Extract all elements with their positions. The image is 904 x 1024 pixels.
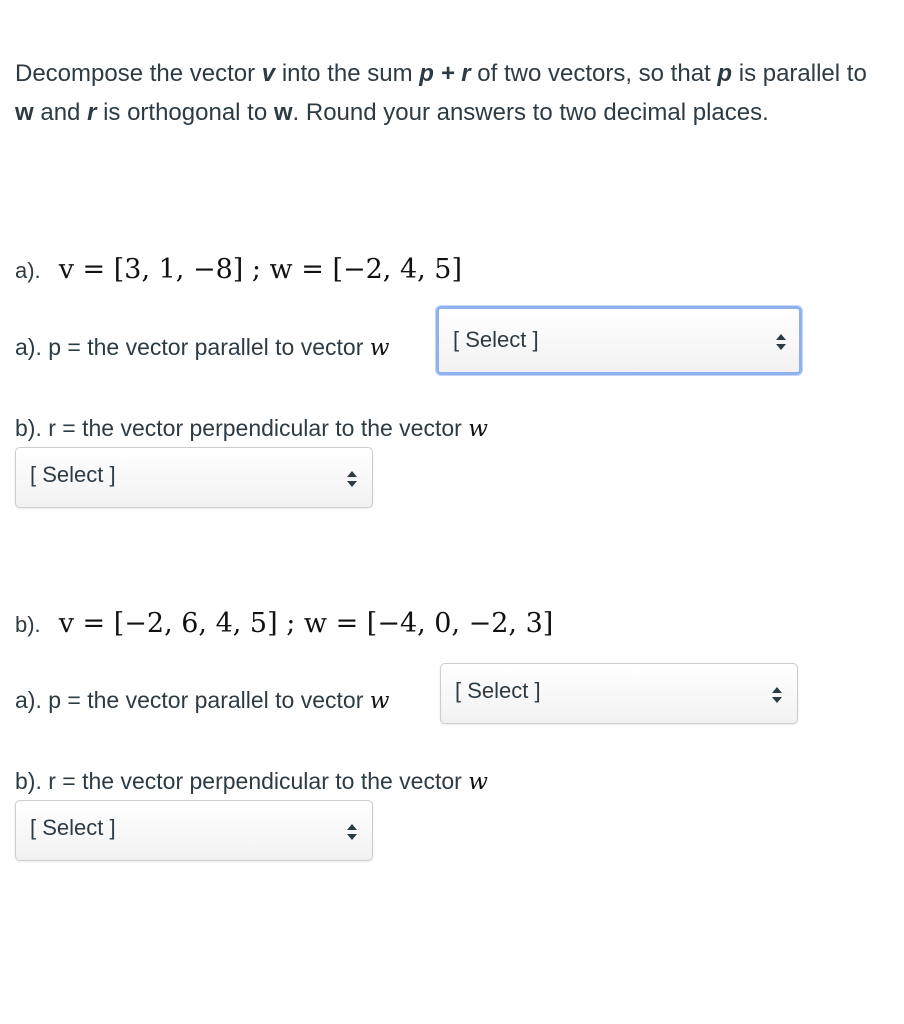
up-down-arrows-icon (346, 823, 358, 839)
select-placeholder: [ Select ] (30, 462, 116, 487)
problem-a-parallel-select[interactable] (436, 306, 802, 375)
problem-b-statement (15, 608, 553, 641)
prompt-text: of two vectors, so that (470, 60, 718, 87)
vector-p-symbol: p (717, 60, 733, 87)
vector-w-symbol: w (15, 99, 34, 126)
vector-w-symbol: w (468, 416, 488, 442)
problem-a-perp-label (15, 413, 488, 444)
problem-b-perp-label (15, 766, 488, 797)
vector-w-symbol: w (369, 688, 390, 714)
question-prompt (15, 54, 885, 132)
question-text: b). r = the vector perpendicular to the vector (15, 768, 469, 794)
select-placeholder: [ Select ] (30, 815, 116, 840)
question-text: a). p = the vector parallel to vector (15, 687, 370, 713)
vector-r-symbol: r (461, 60, 471, 87)
plus-symbol: + (433, 60, 462, 87)
vector-p-symbol: p (419, 60, 434, 87)
problem-a-parallel-label (15, 332, 389, 363)
prompt-text: and (33, 99, 88, 126)
vector-w-symbol: w (369, 335, 390, 361)
select-placeholder: [ Select ] (455, 678, 541, 703)
prompt-text: Decompose the vector (15, 60, 262, 87)
vector-w-symbol: w (468, 769, 488, 795)
question-text: b). r = the vector perpendicular to the vector (15, 415, 469, 441)
up-down-arrows-icon (346, 470, 358, 486)
problem-equation: v = [3, 1, −8] ; w = [−2, 4, 5] (58, 254, 462, 285)
problem-equation: v = [−2, 6, 4, 5] ; w = [−4, 0, −2, 3] (58, 608, 554, 639)
question-text: a). p = the vector parallel to vector (15, 334, 370, 360)
select-placeholder: [ Select ] (453, 327, 539, 352)
vector-v-symbol: v (261, 60, 276, 87)
prompt-text: . Round your answers to two decimal places. (292, 99, 769, 126)
problem-b-parallel-select[interactable] (440, 663, 798, 724)
problem-label: b). (15, 612, 41, 637)
problem-a-perp-select[interactable] (15, 447, 373, 508)
up-down-arrows-icon (775, 333, 787, 349)
prompt-text: is parallel to (732, 60, 867, 87)
prompt-text: is orthogonal to (96, 99, 274, 126)
problem-label: a). (15, 258, 41, 283)
vector-w-symbol: w (273, 99, 293, 126)
up-down-arrows-icon (771, 686, 783, 702)
problem-b-parallel-label (15, 685, 389, 716)
vector-r-symbol: r (87, 99, 97, 126)
prompt-text: into the sum (275, 60, 420, 87)
problem-b-perp-select[interactable] (15, 800, 373, 861)
problem-a-statement (15, 254, 462, 287)
